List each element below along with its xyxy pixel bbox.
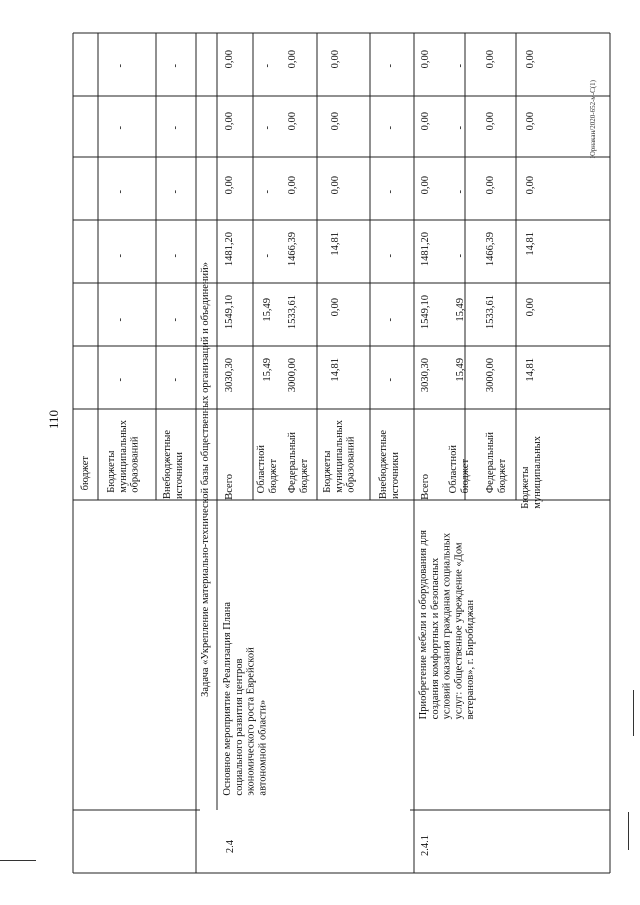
value-cell: -: [455, 254, 466, 258]
value-cell: 14,81: [330, 358, 341, 382]
value-cell: 0,00: [224, 50, 235, 69]
value-cell: -: [115, 318, 126, 322]
value-cell: 0,00: [330, 298, 341, 317]
value-cell: 0,00: [330, 50, 341, 69]
value-cell: 1466,39: [485, 232, 496, 267]
value-cell: 0,00: [525, 50, 536, 69]
source-label: Внебюджетные источники: [162, 430, 185, 499]
value-cell: 0,00: [485, 112, 496, 131]
event-name: Приобретение мебели и оборудования для создания комфортных и безопасных условий оказания гражданам социальных услуг: общественное учреждение «Дом ветеранов», г. Биробиджан: [418, 530, 476, 720]
source-label: Областной бюджет: [256, 445, 279, 494]
document-code: Юрнакан/2020-652-м-С(1): [589, 80, 597, 159]
value-cell: 15,49: [262, 298, 273, 322]
value-cell: -: [115, 254, 126, 258]
scan-mark: [633, 690, 634, 736]
row-code: 2.4: [225, 840, 236, 854]
value-cell: 0,00: [287, 176, 298, 195]
value-cell: -: [385, 64, 396, 68]
value-cell: 0,00: [485, 50, 496, 69]
source-label: Областной бюджет: [448, 445, 471, 494]
value-cell: -: [115, 64, 126, 68]
value-cell: 15,49: [455, 298, 466, 322]
value-cell: -: [385, 254, 396, 258]
value-cell: 0,00: [224, 176, 235, 195]
value-cell: -: [455, 64, 466, 68]
value-cell: 0,00: [330, 176, 341, 195]
value-cell: 3030,30: [420, 358, 431, 393]
value-cell: 15,49: [455, 358, 466, 382]
value-cell: 0,00: [420, 50, 431, 69]
source-label: Федеральный бюджет: [485, 432, 508, 494]
value-cell: 1549,10: [420, 295, 431, 330]
value-cell: 1549,10: [224, 295, 235, 330]
value-cell: -: [455, 126, 466, 130]
source-label: Всего: [420, 474, 431, 500]
page-number: 110: [46, 410, 61, 430]
source-label: Внебюджетные источники: [378, 430, 401, 499]
value-cell: -: [170, 378, 181, 382]
value-cell: 0,00: [287, 112, 298, 131]
source-label: бюджет: [80, 456, 91, 491]
value-cell: 14,81: [525, 358, 536, 382]
value-cell: 0,00: [525, 176, 536, 195]
source-label: Бюджеты муниципальных образований: [322, 420, 357, 493]
value-cell: 0,00: [525, 298, 536, 317]
value-cell: 14,81: [525, 232, 536, 256]
value-cell: 3000,00: [287, 358, 298, 393]
scan-mark: [0, 860, 36, 861]
scan-mark: [628, 812, 629, 850]
value-cell: -: [385, 318, 396, 322]
value-cell: -: [170, 318, 181, 322]
value-cell: 0,00: [485, 176, 496, 195]
value-cell: 1466,39: [287, 232, 298, 267]
value-cell: 3030,30: [224, 358, 235, 393]
value-cell: -: [262, 254, 273, 258]
value-cell: 0,00: [420, 112, 431, 131]
source-label: Всего: [224, 474, 235, 500]
value-cell: 0,00: [420, 176, 431, 195]
value-cell: 3000,00: [485, 358, 496, 393]
value-cell: -: [170, 254, 181, 258]
value-cell: -: [170, 64, 181, 68]
value-cell: 0,00: [330, 112, 341, 131]
value-cell: -: [115, 378, 126, 382]
value-cell: -: [385, 378, 396, 382]
value-cell: 1533,61: [485, 295, 496, 330]
event-name: Основное мероприятие «Реализация Плана социального развития центров экономического роста Еврейской автономной области»: [222, 602, 269, 796]
value-cell: -: [170, 190, 181, 194]
value-cell: -: [115, 126, 126, 130]
value-cell: -: [262, 64, 273, 68]
value-cell: 0,00: [525, 112, 536, 131]
value-cell: -: [385, 126, 396, 130]
value-cell: 0,00: [224, 112, 235, 131]
source-label: Федеральный бюджет: [287, 432, 310, 494]
source-label: Бюджеты муниципальных образований: [106, 420, 141, 493]
value-cell: -: [385, 190, 396, 194]
value-cell: 1533,61: [287, 295, 298, 330]
value-cell: -: [262, 190, 273, 194]
value-cell: 1481,20: [224, 232, 235, 267]
value-cell: -: [170, 126, 181, 130]
source-label: Бюджеты муниципальных: [520, 436, 543, 509]
value-cell: 1481,20: [420, 232, 431, 267]
row-code: 2.4.1: [420, 835, 431, 856]
value-cell: -: [262, 126, 273, 130]
value-cell: -: [115, 190, 126, 194]
task-heading: Задача «Укрепление материально-технической базы общественных организаций и объединений»: [200, 262, 211, 697]
value-cell: 14,81: [330, 232, 341, 256]
value-cell: 0,00: [287, 50, 298, 69]
value-cell: -: [455, 190, 466, 194]
value-cell: 15,49: [262, 358, 273, 382]
